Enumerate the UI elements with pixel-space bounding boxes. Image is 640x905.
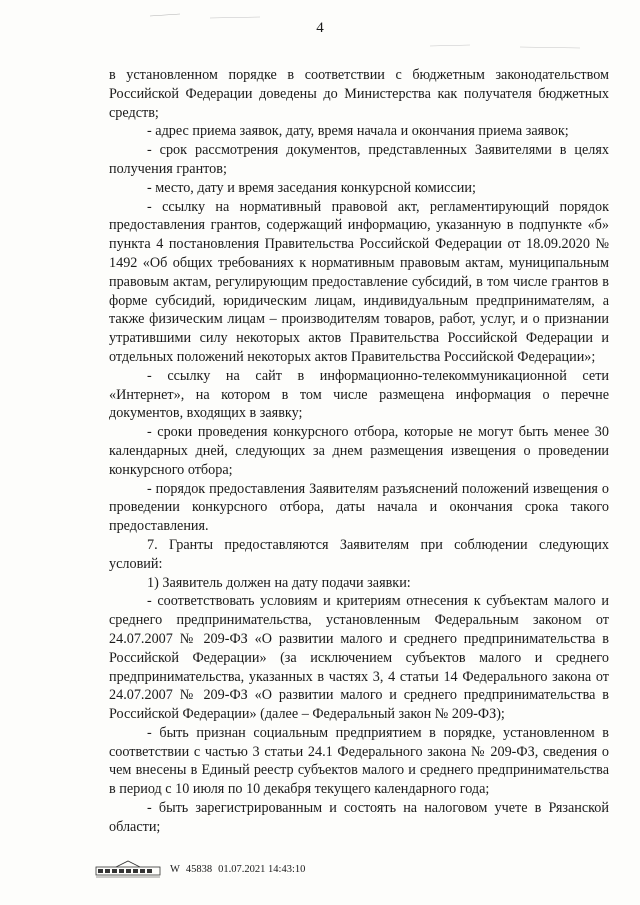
paragraph: - срок рассмотрения документов, представленных Заявителями в целях получения грантов; (109, 142, 609, 177)
paragraph: - порядок предоставления Заявителям разъяснений положений извещения о проведении конкурсного отбора, даты начала и окончания срока такого предоставления. (109, 480, 609, 535)
document-footer (92, 858, 305, 880)
paragraph: в установленном порядке в соответствии с бюджетным законодательством Российской Федерации доведены до Министерства как получателя бюджетных средств; (109, 67, 609, 121)
page-number: 4 (316, 20, 324, 36)
paragraph: - быть признан социальным предприятием в порядке, установленном в соответствии с частью 3 статьи 24.1 Федерального закона № 209-ФЗ, сведения о чем внесены в Единый реестр субъектов малого и среднего предпринимательства в период с 10 июля по 10 декабря текущего календарного года; (109, 724, 609, 798)
paragraph: - соответствовать условиям и критериям отнесения к субъектам малого и среднего предпринимательства, установленным Федеральным законом от 24.07.2007 № 209-ФЗ «О развитии малого и среднего предпринимательства в Российской Федерации» (за исключением субъектов малого и среднего предпринимательства, указанных в частях 3, 4 статьи 14 Федерального закона от 24.07.2007 № 209-ФЗ «О развитии малого и среднего предпринимательства в Российской Федерации» (далее – Федеральный закон № 209-ФЗ); (109, 593, 609, 723)
document-body (109, 66, 609, 837)
paragraph: - адрес приема заявок, дату, время начала и окончания приема заявок; (147, 123, 569, 140)
paragraph: - место, дату и время заседания конкурсной комиссии; (147, 179, 476, 196)
paragraph: - ссылку на сайт в информационно-телекоммуникационной сети «Интернет», на котором в том числе размещена информация о перечне документов, входящих в заявку; (109, 367, 609, 422)
paragraph: - ссылку на нормативный правовой акт, регламентирующий порядок предоставления грантов, содержащий информацию, указанную в подпункте «б» пункта 4 постановления Правительства Российской Федерации от 18.09.2020 № 1492 «Об общих требованиях к нормативным правовым актам, муниципальным правовым актам, регулирующим предоставление субсидий, в том числе грантов в форме субсидий, юридическим лицам, индивидуальным предпринимателям, а также физическим лицам – производителям товаров, работ, услуг, и о признании утратившими силу некоторых актов Правительства Российской Федерации и отдельных положений некоторых актов Правительства Российской Федерации»; (109, 198, 609, 365)
paragraph: - сроки проведения конкурсного отбора, которые не могут быть менее 30 календарных дней, следующих за днем размещения извещения о проведении конкурсного отбора; (109, 424, 609, 478)
paragraph: 7. Гранты предоставляются Заявителям при соблюдении следующих условий: (109, 536, 609, 572)
footer-mark: W (170, 863, 180, 875)
footer-doc-number: 45838 (185, 863, 213, 875)
printing-house-logo-icon (92, 859, 164, 879)
scan-noise-icon (430, 40, 590, 54)
paragraph: 1) Заявитель должен на дату подачи заявки: (147, 574, 411, 591)
footer-datetime: 01.07.2021 14:43:10 (218, 863, 306, 875)
paragraph: - быть зарегистрированным и состоять на налоговом учете в Рязанской области; (109, 800, 609, 835)
